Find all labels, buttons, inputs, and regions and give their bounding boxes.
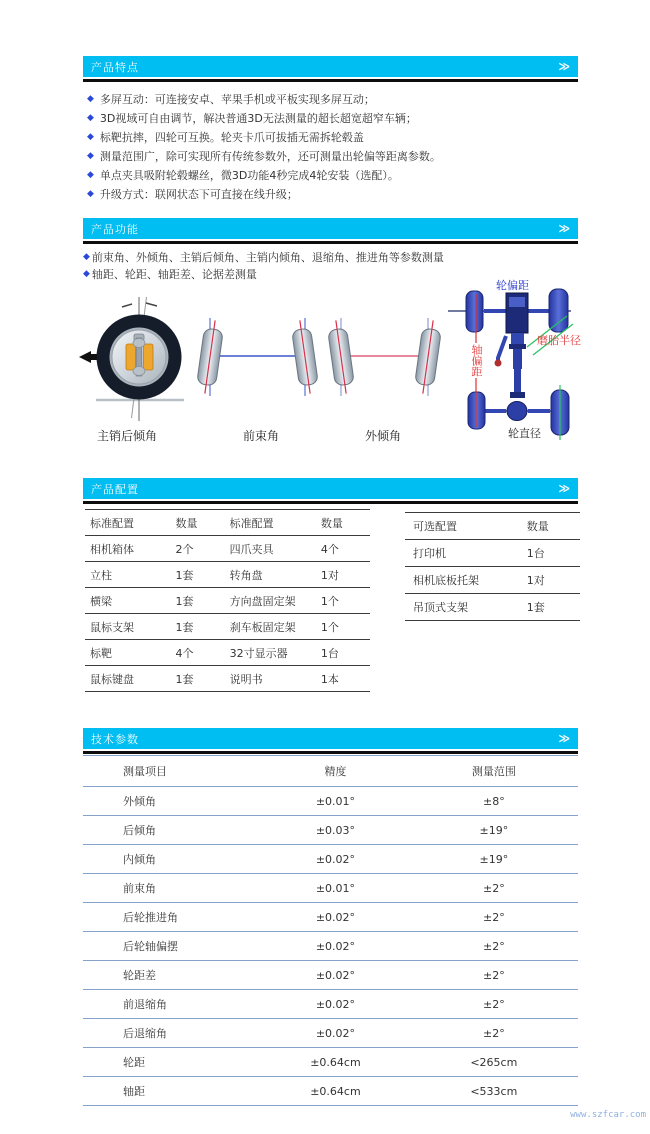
range-cell: ±2° xyxy=(410,961,578,990)
chassis-diagram xyxy=(448,289,573,440)
diamond-bullet-icon: ◆ xyxy=(87,170,94,180)
list-item xyxy=(87,128,578,147)
qty-cell: 1套 xyxy=(171,614,225,640)
range-cell: ±8° xyxy=(410,787,578,816)
precision-cell: ±0.01° xyxy=(261,787,410,816)
table-row xyxy=(83,1048,578,1077)
diamond-bullet-icon: ◆ xyxy=(83,269,90,279)
param-cell: 前束角 xyxy=(83,874,261,903)
qty-cell: 1个 xyxy=(316,588,370,614)
table-header-row xyxy=(83,756,578,787)
param-cell: 后倾角 xyxy=(83,816,261,845)
section-functions xyxy=(83,218,578,283)
range-cell: ±2° xyxy=(410,990,578,1019)
diamond-bullet-icon: ◆ xyxy=(87,151,94,161)
range-cell: <533cm xyxy=(410,1077,578,1106)
column-header: 精度 xyxy=(261,756,410,787)
column-header: 测量项目 xyxy=(83,756,261,787)
table-row xyxy=(83,932,578,961)
precision-cell: ±0.02° xyxy=(261,903,410,932)
item-cell: 方向盘固定架 xyxy=(225,588,316,614)
table-row xyxy=(83,816,578,845)
param-cell: 轴距 xyxy=(83,1077,261,1106)
qty-cell: 1套 xyxy=(171,666,225,692)
standard-config-table xyxy=(85,509,370,692)
precision-cell: ±0.01° xyxy=(261,874,410,903)
section-features xyxy=(83,56,578,204)
camber-label: 外倾角 xyxy=(365,429,402,443)
qty-cell: 1个 xyxy=(316,614,370,640)
chevron-right-icon: ≫ xyxy=(558,222,570,235)
section-title: 产品配置 xyxy=(91,482,139,496)
optional-config-table xyxy=(405,512,580,621)
chevron-right-icon: ≫ xyxy=(558,732,570,745)
precision-cell: ±0.64cm xyxy=(261,1077,410,1106)
chevron-right-icon: ≫ xyxy=(558,60,570,73)
param-cell: 后退缩角 xyxy=(83,1019,261,1048)
table-row xyxy=(85,562,370,588)
section-header-bar xyxy=(83,728,578,749)
qty-cell: 1套 xyxy=(171,588,225,614)
item-cell: 32寸显示器 xyxy=(225,640,316,666)
qty-cell: 4个 xyxy=(171,640,225,666)
chassis-wheel xyxy=(549,289,568,332)
section-title: 产品特点 xyxy=(91,60,139,74)
section-header-bar xyxy=(83,218,578,239)
precision-cell: ±0.02° xyxy=(261,990,410,1019)
table-row xyxy=(83,961,578,990)
param-cell: 后轮轴偏摆 xyxy=(83,932,261,961)
list-item xyxy=(87,109,578,128)
qty-cell: 1台 xyxy=(519,540,580,567)
table-row xyxy=(85,536,370,562)
range-cell: ±2° xyxy=(410,874,578,903)
table-row xyxy=(85,588,370,614)
table-row xyxy=(405,594,580,621)
function-text: 前束角、外倾角、主销后倾角、主销内倾角、退缩角、推进角等参数测量 xyxy=(91,251,444,264)
table-row xyxy=(83,787,578,816)
item-cell: 刹车板固定架 xyxy=(225,614,316,640)
divider xyxy=(83,501,578,504)
feature-text: 单点夹具吸附轮毂螺丝，微3D功能4秒完成4轮安装（选配）。 xyxy=(99,169,399,182)
list-item xyxy=(87,185,578,204)
camber-diagram xyxy=(326,318,442,396)
table-row xyxy=(85,640,370,666)
item-cell: 相机底板托架 xyxy=(405,567,519,594)
precision-cell: ±0.02° xyxy=(261,961,410,990)
table-header-row xyxy=(405,513,580,540)
feature-text: 标靶抗摔，四轮可互换。轮夹卡爪可拔插无需拆轮毂盖 xyxy=(99,131,364,144)
item-cell: 说明书 xyxy=(225,666,316,692)
table-row xyxy=(405,540,580,567)
toe-diagram xyxy=(195,318,319,396)
section-title: 技术参数 xyxy=(91,732,139,746)
wheel-offset-label: 轮偏距 xyxy=(496,279,529,292)
table-row xyxy=(405,567,580,594)
list-item xyxy=(87,147,578,166)
column-header: 可选配置 xyxy=(405,513,519,540)
qty-cell: 4个 xyxy=(316,536,370,562)
param-cell: 后轮推进角 xyxy=(83,903,261,932)
diamond-bullet-icon: ◆ xyxy=(87,132,94,142)
item-cell: 打印机 xyxy=(405,540,519,567)
column-header: 数量 xyxy=(171,510,225,536)
precision-cell: ±0.02° xyxy=(261,932,410,961)
precision-cell: ±0.02° xyxy=(261,845,410,874)
item-cell: 立柱 xyxy=(85,562,171,588)
divider xyxy=(83,241,578,244)
list-item xyxy=(87,90,578,109)
item-cell: 鼠标支架 xyxy=(85,614,171,640)
table-row xyxy=(83,845,578,874)
qty-cell: 1套 xyxy=(171,562,225,588)
function-text: 轴距、轮距、轴距差、论据差测量 xyxy=(91,268,257,281)
range-cell: <265cm xyxy=(410,1048,578,1077)
section-configuration xyxy=(83,478,578,708)
param-cell: 内倾角 xyxy=(83,845,261,874)
item-cell: 鼠标键盘 xyxy=(85,666,171,692)
param-cell: 前退缩角 xyxy=(83,990,261,1019)
table-row xyxy=(85,666,370,692)
divider xyxy=(83,79,578,82)
chevron-right-icon: ≫ xyxy=(558,482,570,495)
wheel-diameter-label: 轮直径 xyxy=(508,427,541,440)
item-cell: 四爪夹具 xyxy=(225,536,316,562)
qty-cell: 2个 xyxy=(171,536,225,562)
precision-cell: ±0.02° xyxy=(261,1019,410,1048)
qty-cell: 1本 xyxy=(316,666,370,692)
site-watermark-link[interactable]: www.szfcar.com xyxy=(570,1110,646,1120)
list-item xyxy=(83,249,578,266)
caster-label: 主销后倾角 xyxy=(97,429,158,443)
alignment-diagram xyxy=(75,275,585,460)
axle-offset-label: 轴偏距 xyxy=(470,344,483,377)
column-header: 标准配置 xyxy=(225,510,316,536)
item-cell: 标靶 xyxy=(85,640,171,666)
item-cell: 相机箱体 xyxy=(85,536,171,562)
qty-cell: 1台 xyxy=(316,640,370,666)
qty-cell: 1对 xyxy=(519,567,580,594)
qty-cell: 1套 xyxy=(519,594,580,621)
column-header: 测量范围 xyxy=(410,756,578,787)
precision-cell: ±0.03° xyxy=(261,816,410,845)
column-header: 数量 xyxy=(316,510,370,536)
diamond-bullet-icon: ◆ xyxy=(87,94,94,104)
param-cell: 轮距 xyxy=(83,1048,261,1077)
divider xyxy=(83,751,578,754)
diamond-bullet-icon: ◆ xyxy=(87,189,94,199)
column-header: 标准配置 xyxy=(85,510,171,536)
caster-diagram xyxy=(79,297,184,421)
diamond-bullet-icon: ◆ xyxy=(87,113,94,123)
diamond-bullet-icon: ◆ xyxy=(83,252,90,262)
feature-list xyxy=(83,90,578,204)
range-cell: ±19° xyxy=(410,816,578,845)
specs-table xyxy=(83,755,578,1106)
param-cell: 轮距差 xyxy=(83,961,261,990)
feature-text: 测量范围广，除可实现所有传统参数外，还可测量出轮偏等距离参数。 xyxy=(99,150,441,163)
precision-cell: ±0.64cm xyxy=(261,1048,410,1077)
table-row xyxy=(83,1077,578,1106)
range-cell: ±19° xyxy=(410,845,578,874)
column-header: 数量 xyxy=(519,513,580,540)
section-title: 产品功能 xyxy=(91,222,139,236)
table-header-row xyxy=(85,510,370,536)
range-cell: ±2° xyxy=(410,932,578,961)
tire-radius-label: 磨胎半径 xyxy=(537,334,581,347)
range-cell: ±2° xyxy=(410,1019,578,1048)
list-item xyxy=(87,166,578,185)
table-row xyxy=(83,903,578,932)
table-row xyxy=(85,614,370,640)
table-row xyxy=(83,990,578,1019)
feature-text: 多屏互动：可连接安卓、苹果手机或平板实现多屏互动； xyxy=(99,93,375,106)
feature-text: 升级方式：联网状态下可直接在线升级； xyxy=(99,188,298,201)
feature-text: 3D视域可自由调节，解决普通3D无法测量的超长超宽超窄车辆； xyxy=(99,112,417,125)
section-header-bar xyxy=(83,56,578,77)
table-row xyxy=(83,874,578,903)
item-cell: 横梁 xyxy=(85,588,171,614)
chassis-wheel xyxy=(466,291,483,332)
section-specs xyxy=(83,728,578,1108)
section-header-bar xyxy=(83,478,578,499)
range-cell: ±2° xyxy=(410,903,578,932)
param-cell: 外倾角 xyxy=(83,787,261,816)
toe-label: 前束角 xyxy=(243,429,280,443)
table-row xyxy=(83,1019,578,1048)
item-cell: 吊顶式支架 xyxy=(405,594,519,621)
item-cell: 转角盘 xyxy=(225,562,316,588)
qty-cell: 1对 xyxy=(316,562,370,588)
left-arrow-icon xyxy=(79,351,97,363)
